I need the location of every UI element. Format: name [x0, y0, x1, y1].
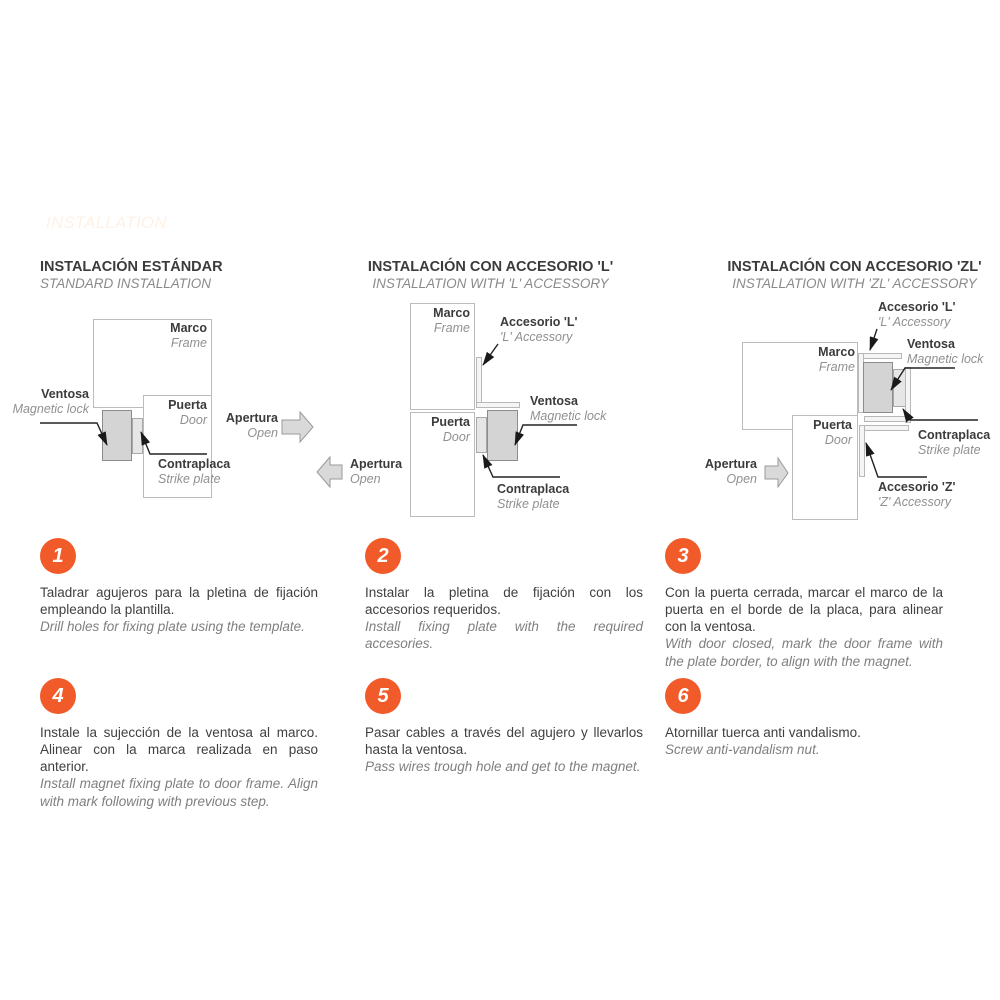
l-accessory-label: Accesorio 'L' 'L' Accessory [878, 300, 956, 330]
step-3-text-en: With door closed, mark the door frame with the plate border, to align with the magnet. [665, 636, 943, 669]
door-label: Puerta Door [168, 398, 207, 428]
diagram-zl-heading [712, 259, 997, 292]
frame-label: Marco Frame [433, 306, 470, 336]
magnet-block [863, 362, 893, 413]
step-2-text-en: Install fixing plate with the required accesories. [365, 619, 643, 652]
magnet-label: Ventosa Magnetic lock [907, 337, 984, 367]
z-bracket-vertical [859, 425, 865, 477]
step-1-text-en: Drill holes for fixing plate using the template. [40, 619, 305, 635]
step-1-badge [40, 538, 76, 574]
frame-label: Marco Frame [170, 321, 207, 351]
step-3 [665, 538, 943, 670]
section-header-bar [28, 186, 972, 238]
step-2-text-es: Instalar la pletina de fijación con los accesorios requeridos. [365, 585, 643, 618]
step-2-badge [365, 538, 401, 574]
magnet-block [487, 410, 518, 461]
frame-label: Marco Frame [818, 345, 855, 375]
step-3-badge [665, 538, 701, 574]
door-label: Puerta Door [813, 418, 852, 448]
strike-plate-block [476, 417, 487, 453]
open-label: Apertura Open [225, 411, 278, 441]
step-2 [365, 538, 643, 653]
mounting-strip-horizontal [864, 416, 907, 422]
strike-plate-label: Contraplaca Strike plate [497, 482, 570, 512]
step-3-number: 3 [677, 544, 689, 567]
step-6-text-en: Screw anti-vandalism nut. [665, 742, 820, 758]
step-4-text-en: Install magnet fixing plate to door frame. Align with mark following with previous step. [40, 776, 318, 809]
step-6-number: 6 [677, 684, 689, 707]
open-arrow-right-icon [765, 458, 788, 487]
z-bracket-horizontal [859, 425, 909, 431]
mounting-strip-vertical [905, 367, 911, 423]
heading-es: INSTALACIÓN ESTÁNDAR [40, 259, 223, 275]
step-1-number: 1 [52, 544, 64, 567]
step-6 [665, 678, 943, 758]
step-1-text-es: Taladrar agujeros para la pletina de fijación empleando la plantilla. [40, 585, 318, 618]
magnet-label: Ventosa Magnetic lock [12, 387, 89, 417]
step-5-text-en: Pass wires trough hole and get to the magnet. [365, 759, 641, 775]
l-bracket-horizontal [476, 402, 520, 408]
l-accessory-label: Accesorio 'L' 'L' Accessory [500, 315, 578, 345]
step-4-badge [40, 678, 76, 714]
l-bracket-vertical [476, 357, 482, 408]
diagram-l-accessory [310, 300, 640, 525]
open-arrow-right-icon [282, 412, 313, 442]
header-subtitle: INSTALLATION [46, 213, 167, 232]
step-5-badge [365, 678, 401, 714]
heading-es: INSTALACIÓN CON ACCESORIO 'L' [367, 259, 614, 275]
strike-plate-label: Contraplaca Strike plate [918, 428, 991, 458]
step-4-text-es: Instale la sujección de la ventosa al marco. Alinear con la marca realizada en paso anterior. [40, 725, 318, 775]
step-3-text-es: Con la puerta cerrada, marcar el marco de la puerta en el borde de la placa, para alinear con la ventosa. [665, 585, 943, 635]
open-label: Apertura Open [704, 457, 757, 487]
diagram-standard [0, 300, 350, 515]
step-5 [365, 678, 643, 775]
step-6-badge [665, 678, 701, 714]
magnet-label: Ventosa Magnetic lock [530, 394, 607, 424]
heading-en: INSTALLATION WITH 'ZL' ACCESSORY [732, 276, 977, 292]
heading-en: STANDARD INSTALLATION [40, 276, 212, 292]
step-1 [40, 538, 318, 635]
open-label: Apertura Open [350, 457, 403, 487]
diagram-l-heading [348, 259, 633, 292]
step-4 [40, 678, 318, 810]
door-label: Puerta Door [431, 415, 470, 445]
step-4-number: 4 [52, 684, 64, 707]
l-bracket-horizontal [858, 353, 902, 359]
open-arrow-left-icon [317, 457, 342, 487]
diagram-zl-accessory [700, 295, 1000, 535]
diagram-standard-heading [40, 259, 223, 292]
step-5-text-es: Pasar cables a través del agujero y llevarlos hasta la ventosa. [365, 725, 643, 758]
z-accessory-label: Accesorio 'Z' 'Z' Accessory [878, 480, 956, 510]
step-6-text-es: Atornillar tuerca anti vandalismo. [665, 725, 861, 740]
heading-es: INSTALACIÓN CON ACCESORIO 'ZL' [727, 259, 982, 275]
step-5-number: 5 [377, 684, 389, 707]
step-2-number: 2 [377, 544, 389, 567]
header-title: INSTALACIÓN [46, 192, 180, 213]
strike-plate-label: Contraplaca Strike plate [158, 457, 231, 487]
heading-en: INSTALLATION WITH 'L' ACCESSORY [372, 276, 609, 292]
